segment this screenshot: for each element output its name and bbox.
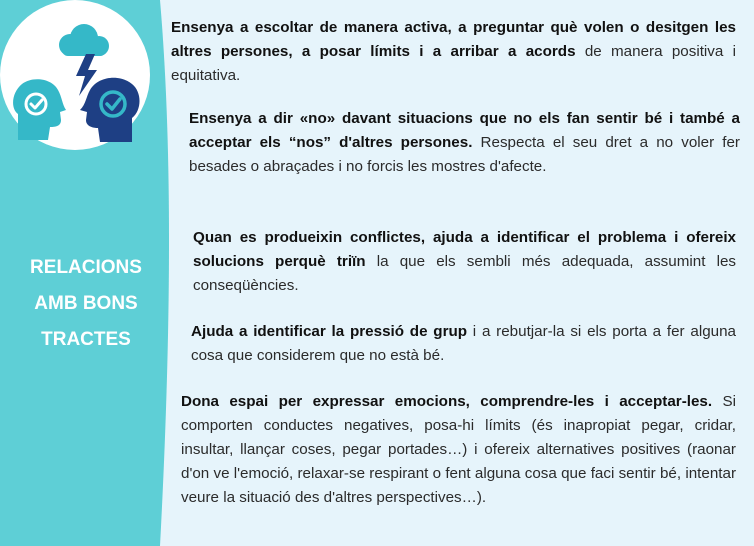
sidebar-title-line-1: RELACIONS <box>30 257 142 278</box>
paragraph-2-bold: Ensenya a dir «no» davant situacions que no els fan sentir bé i també a acceptar els “nos” d'altres persones. <box>189 110 740 151</box>
sidebar-title-line-2: AMB BONS <box>34 293 138 314</box>
sidebar-title <box>8 250 164 358</box>
paragraph-emotions <box>181 390 736 510</box>
paragraph-3-text: la que els sembli més adequada, assumint les conseqüències. <box>193 253 736 294</box>
paragraph-5-bold: Dona espai per expressar emocions, comprendre-les i acceptar-les. <box>181 393 713 410</box>
paragraph-1-text: de manera positiva i equitativa. <box>171 43 737 84</box>
paragraph-conflicts <box>193 226 736 298</box>
paragraph-3-bold: Quan es produeixin conflictes, ajuda a identificar el problema i ofereix solucions perquè triïn <box>193 229 736 270</box>
paragraph-active-listening <box>171 16 736 88</box>
paragraph-2-text: Respecta el seu dret a no voler fer besades o abraçades i no forcis les mostres d'afecte. <box>189 134 740 175</box>
two-heads-check-lightning-icon <box>0 0 150 150</box>
paragraph-5-text: Si comporten conductes negatives, posa-hi límits (és inapropiat pegar, cridar, insultar, llançar coses, pegar portades…) i ofereix alternatives positives (raonar d'on ve l'emoció, relaxar-se respirant o fent alguna cosa que faci sentir bé, intentar veure la situació des d'altres perspectives…). <box>181 393 736 506</box>
paragraph-4-bold: Ajuda a identificar la pressió de grup <box>191 323 468 340</box>
paragraph-4-text: i a rebutjar-la si els porta a fer alguna cosa que considerem que no està bé. <box>191 323 736 364</box>
paragraph-1-bold: Ensenya a escoltar de manera activa, a preguntar què volen o desitgen les altres persones, a posar límits i a arribar a acords <box>171 19 736 60</box>
sidebar-title-line-3: TRACTES <box>41 329 131 350</box>
paragraph-saying-no <box>189 107 740 179</box>
paragraph-peer-pressure <box>191 320 736 368</box>
